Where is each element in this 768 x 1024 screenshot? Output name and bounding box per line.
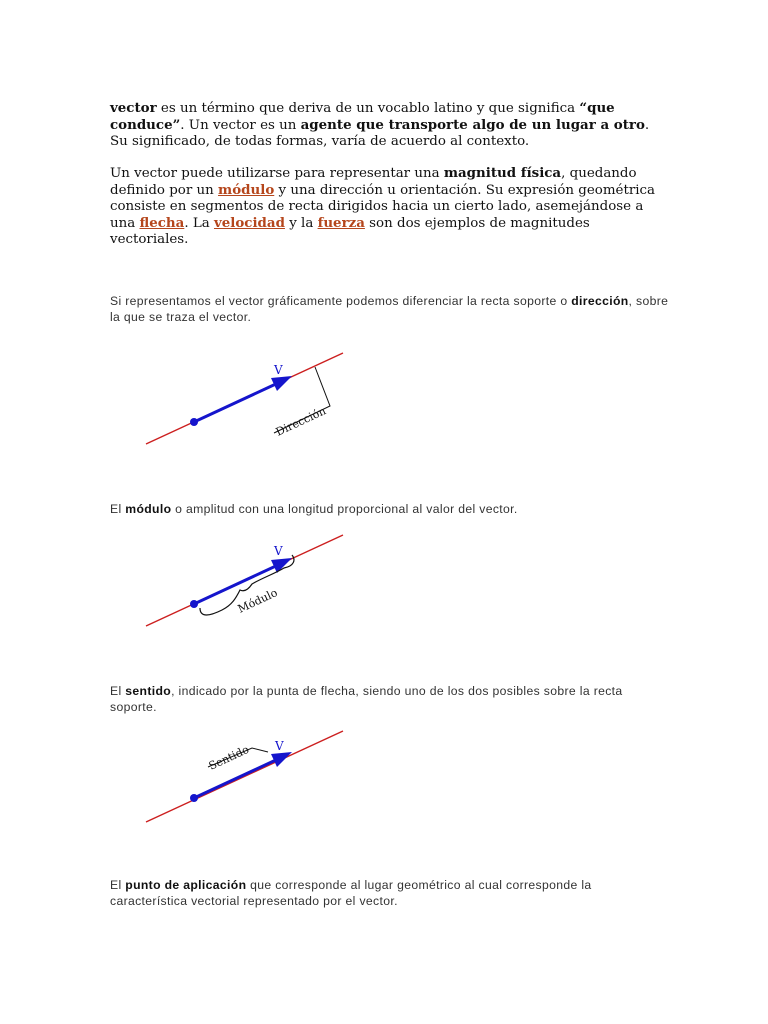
punto-aplicacion-caption <box>110 877 670 909</box>
link-velocidad[interactable]: velocidad <box>213 215 285 231</box>
vector-arrow-shaft <box>194 759 278 798</box>
text: , indicado por la punta de flecha, siendo uno de los dos posibles sobre la recta soporte. <box>110 684 623 714</box>
text: El <box>110 502 126 516</box>
text: . Un vector es un <box>180 118 301 133</box>
text: o amplitud con una longitud proporcional al valor del vector. <box>171 502 518 516</box>
vector-label: V <box>275 739 284 753</box>
vector-label: V <box>274 363 283 377</box>
text: son dos ejemplos de magnitudes vectoriales. <box>110 216 590 247</box>
term-sentido: sentido <box>125 684 172 698</box>
term-modulo: módulo <box>125 502 172 516</box>
text: , sobre la que se traza el vector. <box>110 294 669 324</box>
term-magnitud-fisica: magnitud física <box>443 165 562 181</box>
agent-definition: agente que transporte algo de un lugar a otro <box>300 117 645 133</box>
vector-arrowhead <box>271 752 292 767</box>
vector-label: V <box>274 544 283 558</box>
quote-que-conduce: “que conduce” <box>110 100 615 133</box>
link-flecha[interactable]: flecha <box>139 215 185 231</box>
text: que corresponde al lugar geométrico al cual corresponde la característica vectorial representado por el vector. <box>110 878 592 908</box>
direccion-label: Dirección <box>273 404 328 439</box>
link-fuerza[interactable]: fuerza <box>317 215 365 231</box>
application-point <box>190 794 198 802</box>
text: Un vector puede utilizarse para representar una <box>110 166 444 181</box>
text: es un término que deriva de un vocablo latino y que significa <box>156 101 580 116</box>
term-direccion: dirección <box>571 294 629 308</box>
term-punto-aplicacion: punto de aplicación <box>125 878 247 892</box>
text: , quedando definido por un <box>110 166 637 198</box>
link-modulo[interactable]: módulo <box>218 182 275 198</box>
sentido-label: Sentido <box>206 742 251 773</box>
text: Si representamos el vector gráficamente podemos diferenciar la recta soporte o <box>110 294 572 308</box>
text: y una dirección u orientación. Su expresión geométrica consiste en segmentos de recta dirigidos hacia un cierto lado, asemejándose a una <box>110 183 655 231</box>
text: . La <box>184 216 214 231</box>
modulo-label: Módulo <box>235 586 280 616</box>
text: El <box>110 878 126 892</box>
term-vector: vector <box>110 100 157 116</box>
text: . Su significado, de todas formas, varía de acuerdo al contexto. <box>110 118 650 149</box>
text: El <box>110 684 126 698</box>
text: y la <box>284 216 318 231</box>
